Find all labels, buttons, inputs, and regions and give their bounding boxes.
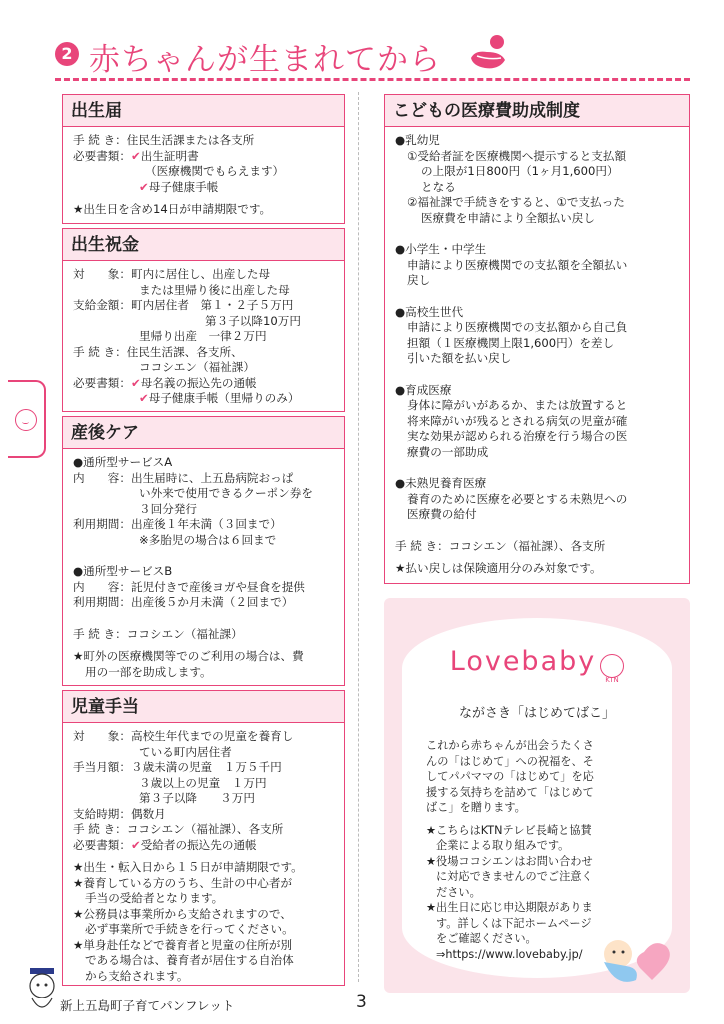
text-line: してパパママの「はじめて」を応: [426, 770, 594, 783]
lovebaby-logo: Lovebaby KTN: [402, 646, 672, 684]
section-title: 産後ケア: [63, 417, 344, 449]
logo-sub: KTN: [605, 675, 619, 684]
text-line: んの「はじめて」への祝福を、そ: [426, 754, 594, 768]
column-divider: [358, 92, 359, 982]
text-line: または里帰り後に出産した母: [139, 282, 290, 297]
text-line: 担額（１医療機関上限1,600円）を差し: [407, 335, 615, 350]
text-line: ●通所型サービスB: [73, 564, 173, 578]
text-line: ★出生・転入日から１５日が申請期限です。: [73, 860, 303, 874]
text-line: ●小学生・中学生: [395, 242, 487, 256]
baby-face-icon: [600, 654, 624, 678]
text-line: ３回分発行: [139, 501, 197, 516]
text-line: ●乳幼児: [395, 133, 440, 147]
baby-icon: [467, 32, 509, 74]
text-line: ✔母子健康手帳: [139, 179, 219, 194]
text-line: をご確認ください。: [436, 932, 537, 945]
side-tab[interactable]: [8, 380, 46, 458]
section-title: 出生祝金: [63, 229, 344, 261]
check-icon: ✔: [139, 391, 149, 405]
text-line: 手 続 き：住民生活課または各支所: [73, 133, 255, 147]
page-title: 赤ちゃんが生まれてから: [89, 42, 441, 78]
text-line: 手 続 き：ココシエン（福祉課）: [73, 626, 243, 641]
text-line: に対応できませんのでご注意く: [436, 870, 593, 883]
check-icon: ✔: [130, 148, 141, 163]
text-line: ※多胎児の場合は６回まで: [139, 532, 277, 547]
text-line: 対 象：町内に居住し、出産した母: [73, 267, 271, 281]
text-line: 里帰り出産 一律２万円: [139, 329, 267, 343]
text-line: ①受給者証を医療機関へ提示すると支払額: [407, 148, 627, 163]
text-line: ②福祉課で手続きをすると、①で支払った: [407, 195, 625, 209]
text-line: ★払い戻しは保険適用分のみ対象です。: [395, 561, 602, 575]
text-line: から支給されます。: [85, 968, 189, 983]
text-line: ✔母子健康手帳（里帰りのみ）: [139, 391, 300, 405]
text-line: （医療機関でもらえます）: [145, 164, 285, 178]
check-icon: ✔: [130, 837, 141, 852]
text-line: 企業による取り組みです。: [436, 839, 570, 852]
text-line: ●育成医療: [395, 382, 452, 397]
text-line: ★出生日に応じ申込期限がありま: [426, 901, 593, 914]
text-line: 内 容：出生届時に、上五島病院おっぱ: [73, 470, 294, 485]
lovebaby-card: [402, 618, 672, 978]
text-line: 手 続 き：住民生活課、各支所、: [73, 344, 243, 359]
text-line: 第３子以降 ３万円: [139, 791, 255, 805]
text-line: 内 容：託児付きで産後ヨガや昼食を提供: [73, 579, 305, 594]
text-line: 実な効果が認められる治療を行う場合の医: [407, 429, 628, 443]
text-line: 必ず事業所で手続きを行ってください。: [85, 922, 294, 936]
section-number: 2: [55, 42, 79, 66]
section-title: 児童手当: [63, 691, 344, 723]
text-line: ●高校生世代: [395, 304, 464, 319]
text-line: 養育のために医療を必要とする未熟児への: [407, 491, 628, 506]
text-line: い外来で使用できるクーポン券を: [139, 486, 313, 500]
lovebaby-subtitle: ながさき「はじめてばこ」: [458, 706, 615, 721]
text-line: これから赤ちゃんが出会うたくさ: [426, 739, 594, 752]
text-line: 手当の受給者となります。: [85, 891, 224, 905]
text-line: 利用期間：出産後１年未満（３回まで）: [73, 517, 282, 531]
section-birth-notice: [62, 94, 345, 224]
baby-face-icon: [15, 409, 37, 431]
pamphlet-title: 新上五島町子育てパンフレット: [60, 998, 235, 1013]
text-line: 手当月額：３歳未満の児童 １万５千円: [73, 760, 282, 774]
text-line: ★単身赴任などで養育者と児童の住所が別: [73, 937, 293, 952]
section-child-allowance: [62, 690, 345, 986]
text-line: 対 象：高校生年代までの児童を養育し: [73, 729, 294, 743]
section-title: こどもの医療費助成制度: [385, 95, 689, 127]
text-line: す。詳しくは下記ホームページ: [436, 916, 592, 930]
text-line: 将来障がいが残るとされる病気の児童が確: [407, 413, 628, 428]
text-line: ★町外の医療機関等でのご利用の場合は、費: [73, 649, 304, 663]
text-line: となる: [421, 179, 456, 194]
text-line: 手 続 き：ココシエン（福祉課）、各支所: [73, 822, 284, 836]
text-line: ★養育している方のうち、生計の中心者が: [73, 875, 293, 890]
text-line: ★こちらはKTNテレビ長崎と協賛: [426, 823, 592, 837]
text-line: 必要書類：✔出生証明書: [73, 148, 199, 163]
check-icon: ✔: [130, 375, 141, 390]
text-line: 申請により医療機関での支払額から自己負: [407, 320, 628, 334]
text-line: 身体に障がいがあるか、または放置すると: [407, 398, 628, 412]
baby-with-heart-icon: [596, 932, 674, 990]
header-divider: [55, 78, 690, 81]
section-child-medical-subsidy: [384, 94, 690, 584]
page-header: [55, 30, 695, 80]
text-line: 第３子以降10万円: [205, 313, 301, 328]
mascot-icon: [24, 966, 60, 1018]
page-number: 3: [356, 992, 367, 1012]
text-line: 医療費の給付: [407, 507, 477, 521]
text-line: である場合は、養育者が居住する自治体: [85, 953, 294, 967]
section-title: 出生届: [63, 95, 344, 127]
lovebaby-text: [426, 738, 662, 962]
text-line: 支給金額：町内居住者 第１・２子５万円: [73, 298, 294, 312]
text-line: ている町内居住者: [139, 744, 232, 759]
text-line: 手 続 き：ココシエン（福祉課）、各支所: [395, 538, 606, 553]
text-line: 戻し: [407, 273, 431, 287]
text-line: ●未熟児養育医療: [395, 476, 487, 490]
text-line: ★出生日を含め14日が申請期限です。: [73, 202, 272, 216]
text-line: ３歳以上の児童 １万円: [139, 775, 267, 790]
text-line: 支給時期：偶数月: [73, 806, 166, 821]
text-line: 用の一部を助成します。: [85, 664, 212, 679]
text-line: 療費の一部助成: [407, 444, 489, 459]
text-line: 利用期間：出産後５か月未満（２回まで）: [73, 595, 294, 609]
text-line: 必要書類：✔母名義の振込先の通帳: [73, 375, 257, 390]
text-line: 引いた額を払い戻し: [407, 351, 512, 365]
text-line: 援する気持ちを詰めて「はじめて: [426, 785, 594, 799]
text-line: 申請により医療機関での支払額を全額払い: [407, 257, 628, 272]
lovebaby-link[interactable]: ⇒https://www.lovebaby.jp/: [436, 947, 583, 961]
text-line: 必要書類：✔受給者の振込先の通帳: [73, 837, 257, 852]
section-postnatal-care: [62, 416, 345, 686]
text-line: 医療費を申請により全額払い戻し: [421, 210, 595, 225]
check-icon: ✔: [139, 179, 149, 194]
text-line: ばこ」を贈ります。: [426, 801, 526, 814]
text-line: ★役場ココシエンはお問い合わせ: [426, 854, 593, 868]
text-line: の上限が1日800円（1ヶ月1,600円）: [421, 164, 619, 178]
text-line: ださい。: [436, 885, 481, 899]
text-line: ★公務員は事業所から支給されますので、: [73, 906, 292, 921]
text-line: ココシエン（福祉課）: [139, 360, 255, 374]
text-line: ●通所型サービスA: [73, 455, 173, 469]
section-birth-gift: [62, 228, 345, 412]
